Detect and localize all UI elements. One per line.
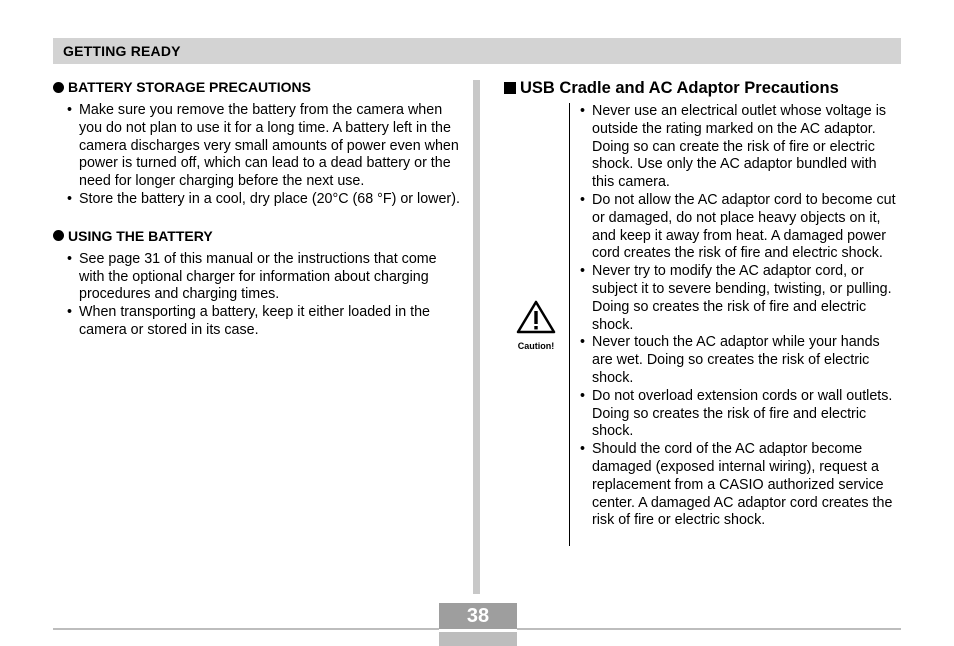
battery-storage-heading-text: BATTERY STORAGE PRECAUTIONS [68, 79, 311, 95]
using-battery-heading-text: USING THE BATTERY [68, 227, 213, 244]
page-number-gap [439, 629, 517, 632]
section-header-title: GETTING READY [63, 43, 181, 59]
filled-circle-icon [53, 230, 64, 241]
list-item: • Store the battery in a cool, dry place (20°C (68 °F) or lower). [67, 191, 463, 209]
caution-marker [511, 300, 561, 351]
list-item: • Do not allow the AC adaptor cord to become cut or damaged, do not place heavy objects on it, and keep it away from heat. A damaged power cord creates the risk of fire and electric shock. [580, 192, 902, 263]
usb-cradle-precautions-list [580, 103, 902, 530]
right-column-title-row [504, 78, 904, 98]
filled-square-icon [504, 82, 516, 94]
left-column [53, 78, 463, 340]
warning-triangle-icon [516, 300, 556, 334]
caution-vertical-rule [569, 103, 570, 546]
usb-cradle-title [504, 78, 904, 98]
using-battery-list [53, 251, 463, 340]
column-divider [473, 80, 480, 594]
battery-storage-list [53, 102, 463, 209]
precautions-list [580, 103, 902, 530]
page-number: 38 [439, 603, 517, 629]
caution-label: Caution! [517, 341, 555, 351]
list-item: • Should the cord of the AC adaptor become damaged (exposed internal wiring), request a replacement from a CASIO authorized service center. A damaged AC adaptor cord creates the risk of fire or electric shock. [580, 441, 902, 530]
usb-cradle-title-text: USB Cradle and AC Adaptor Precautions [520, 79, 839, 97]
list-item: • Never touch the AC adaptor while your hands are wet. Doing so creates the risk of electric shock. [580, 334, 902, 387]
list-item: • When transporting a battery, keep it either loaded in the camera or stored in its case. [67, 304, 463, 340]
page-number-box [439, 603, 517, 646]
list-item: • See page 31 of this manual or the instructions that come with the optional charger for information about charging procedures and charging times. [67, 251, 463, 304]
list-item: • Do not overload extension cords or wall outlets. Doing so creates the risk of fire and electric shock. [580, 388, 902, 441]
battery-storage-heading [53, 78, 463, 96]
list-item: • Make sure you remove the battery from the camera when you do not plan to use it for a long time. A battery left in the camera discharges very small amounts of power even when power is turned off, which can lead to a dead battery or the need for longer charging before the next use. [67, 102, 463, 191]
list-item: • Never use an electrical outlet whose voltage is outside the rating marked on the AC adaptor. Doing so can create the risk of fire or electric shock. Use only the AC adaptor bundled with this camera. [580, 103, 902, 192]
using-battery-heading [53, 227, 463, 245]
section-header-bar [53, 38, 901, 64]
list-item: • Never try to modify the AC adaptor cord, or subject it to severe bending, twisting, or pulling. Doing so creates the risk of fire and electric shock. [580, 263, 902, 334]
filled-circle-icon [53, 82, 64, 93]
